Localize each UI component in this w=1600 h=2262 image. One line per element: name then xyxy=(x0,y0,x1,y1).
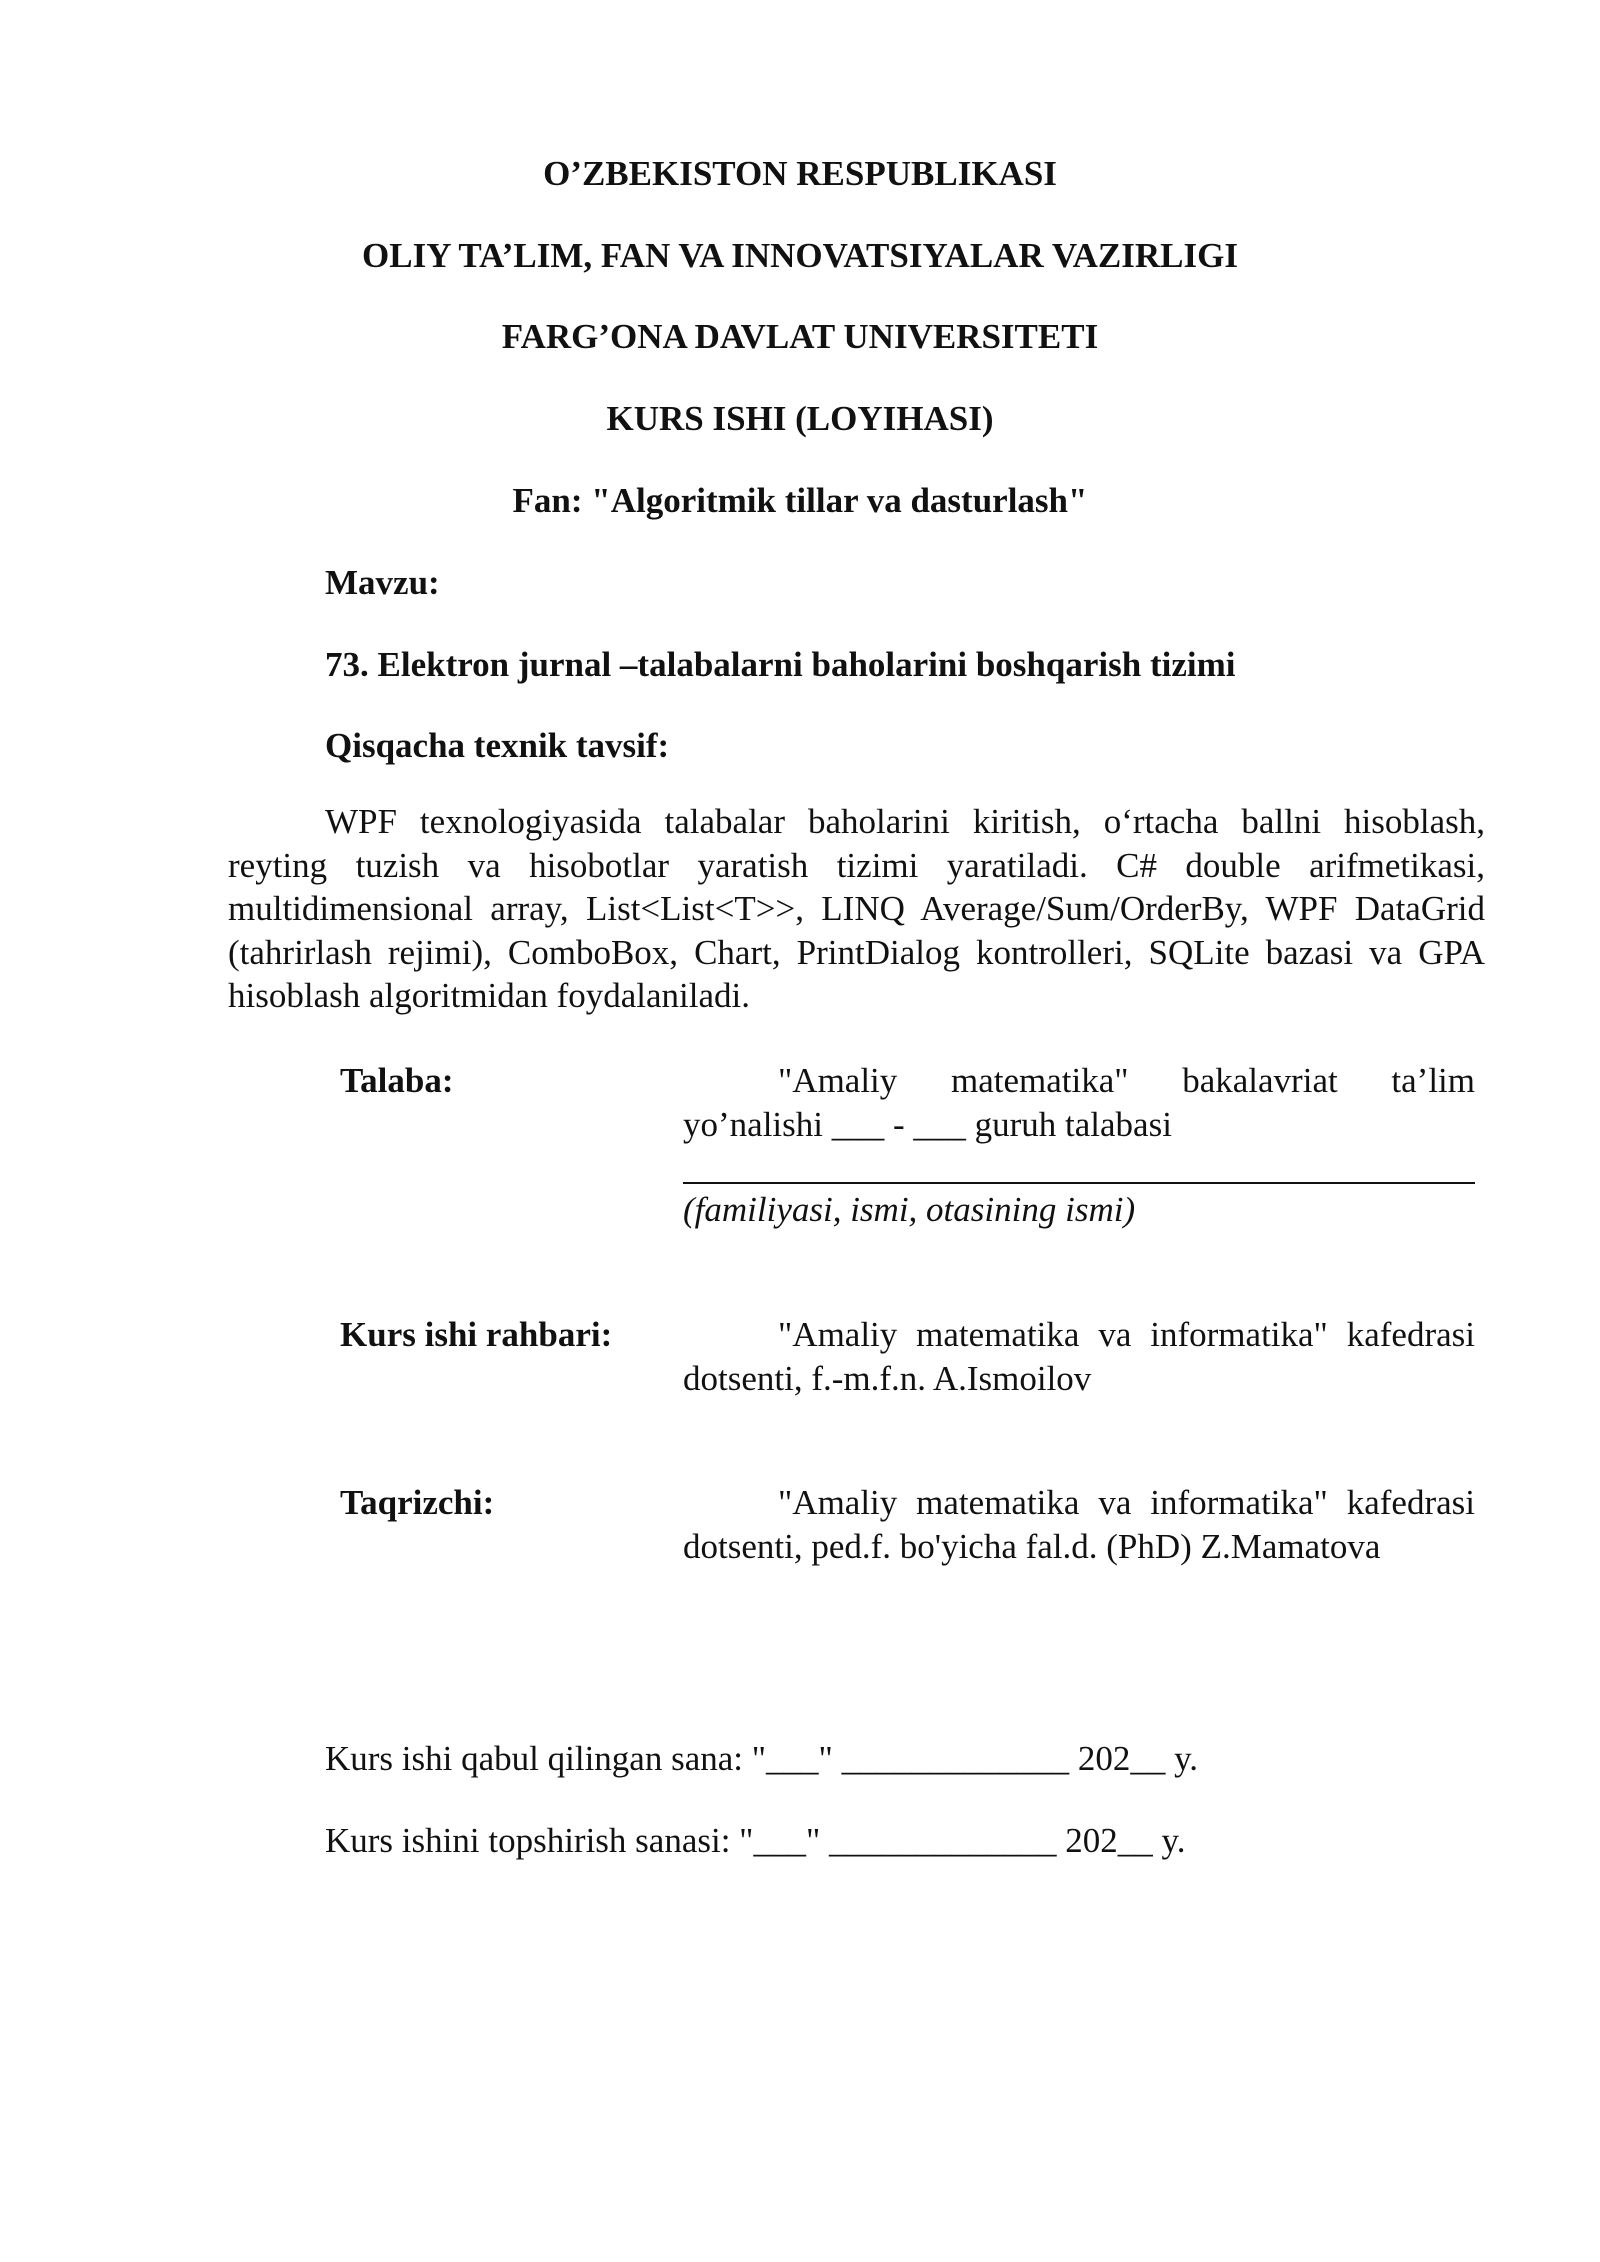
reviewer-description: "Amaliy matematika va informatika" kafedrasi dotsenti, ped.f. bo'yicha fal.d. (PhD) Z.Mamatova xyxy=(683,1483,1475,1566)
topic-label: Mavzu: xyxy=(325,563,440,602)
student-description: "Amaliy matematika" bakalavriat ta’lim yo’nalishi ___ - ___ guruh talabasi xyxy=(683,1061,1475,1144)
student-name-hint: (familiyasi, ismi, otasining ismi) xyxy=(683,1190,1136,1229)
spec-description: WPF texnologiyasida talabalar baholarini kiritish, o‘rtacha ballni hisoblash, reyting tuzish va hisobotlar yaratish tizimi yaratiladi. C# double arifmetikasi, multidimensional array, List<List<T>>, LINQ Average/Sum/OrderBy, WPF DataGrid (tahrirlash rejimi), ComboBox, Chart, PrintDialog kontrolleri, SQLite bazasi va GPA hisoblash algoritmidan foydalaniladi. xyxy=(228,802,1485,1015)
submitted-date-line: Kurs ishini topshirish sanasi: "___" _____________ 202__ y. xyxy=(325,1821,1186,1860)
topic-title: 73. Elektron jurnal –talabalarni baholarini boshqarish tizimi xyxy=(325,645,1236,684)
student-signature-line xyxy=(683,1182,1475,1184)
accepted-date-line: Kurs ishi qabul qilingan sana: "___" _____________ 202__ y. xyxy=(325,1739,1199,1778)
supervisor-description: "Amaliy matematika va informatika" kafedrasi dotsenti, f.-m.f.n. A.Ismoilov xyxy=(683,1315,1475,1398)
reviewer-label: Taqrizchi: xyxy=(340,1483,495,1522)
header-university: FARG’ONA DAVLAT UNIVERSITETI xyxy=(501,317,1099,356)
header-country: O’ZBEKISTON RESPUBLIKASI xyxy=(543,154,1057,193)
header-ministry: OLIY TA’LIM, FAN VA INNOVATSIYALAR VAZIRLIGI xyxy=(362,236,1238,275)
spec-label: Qisqacha texnik tavsif: xyxy=(325,726,670,765)
student-label: Talaba: xyxy=(340,1061,454,1100)
header-doc-type: KURS ISHI (LOYIHASI) xyxy=(606,399,994,438)
header-subject: Fan: "Algoritmik tillar va dasturlash" xyxy=(512,481,1088,520)
supervisor-label: Kurs ishi rahbari: xyxy=(340,1315,613,1354)
